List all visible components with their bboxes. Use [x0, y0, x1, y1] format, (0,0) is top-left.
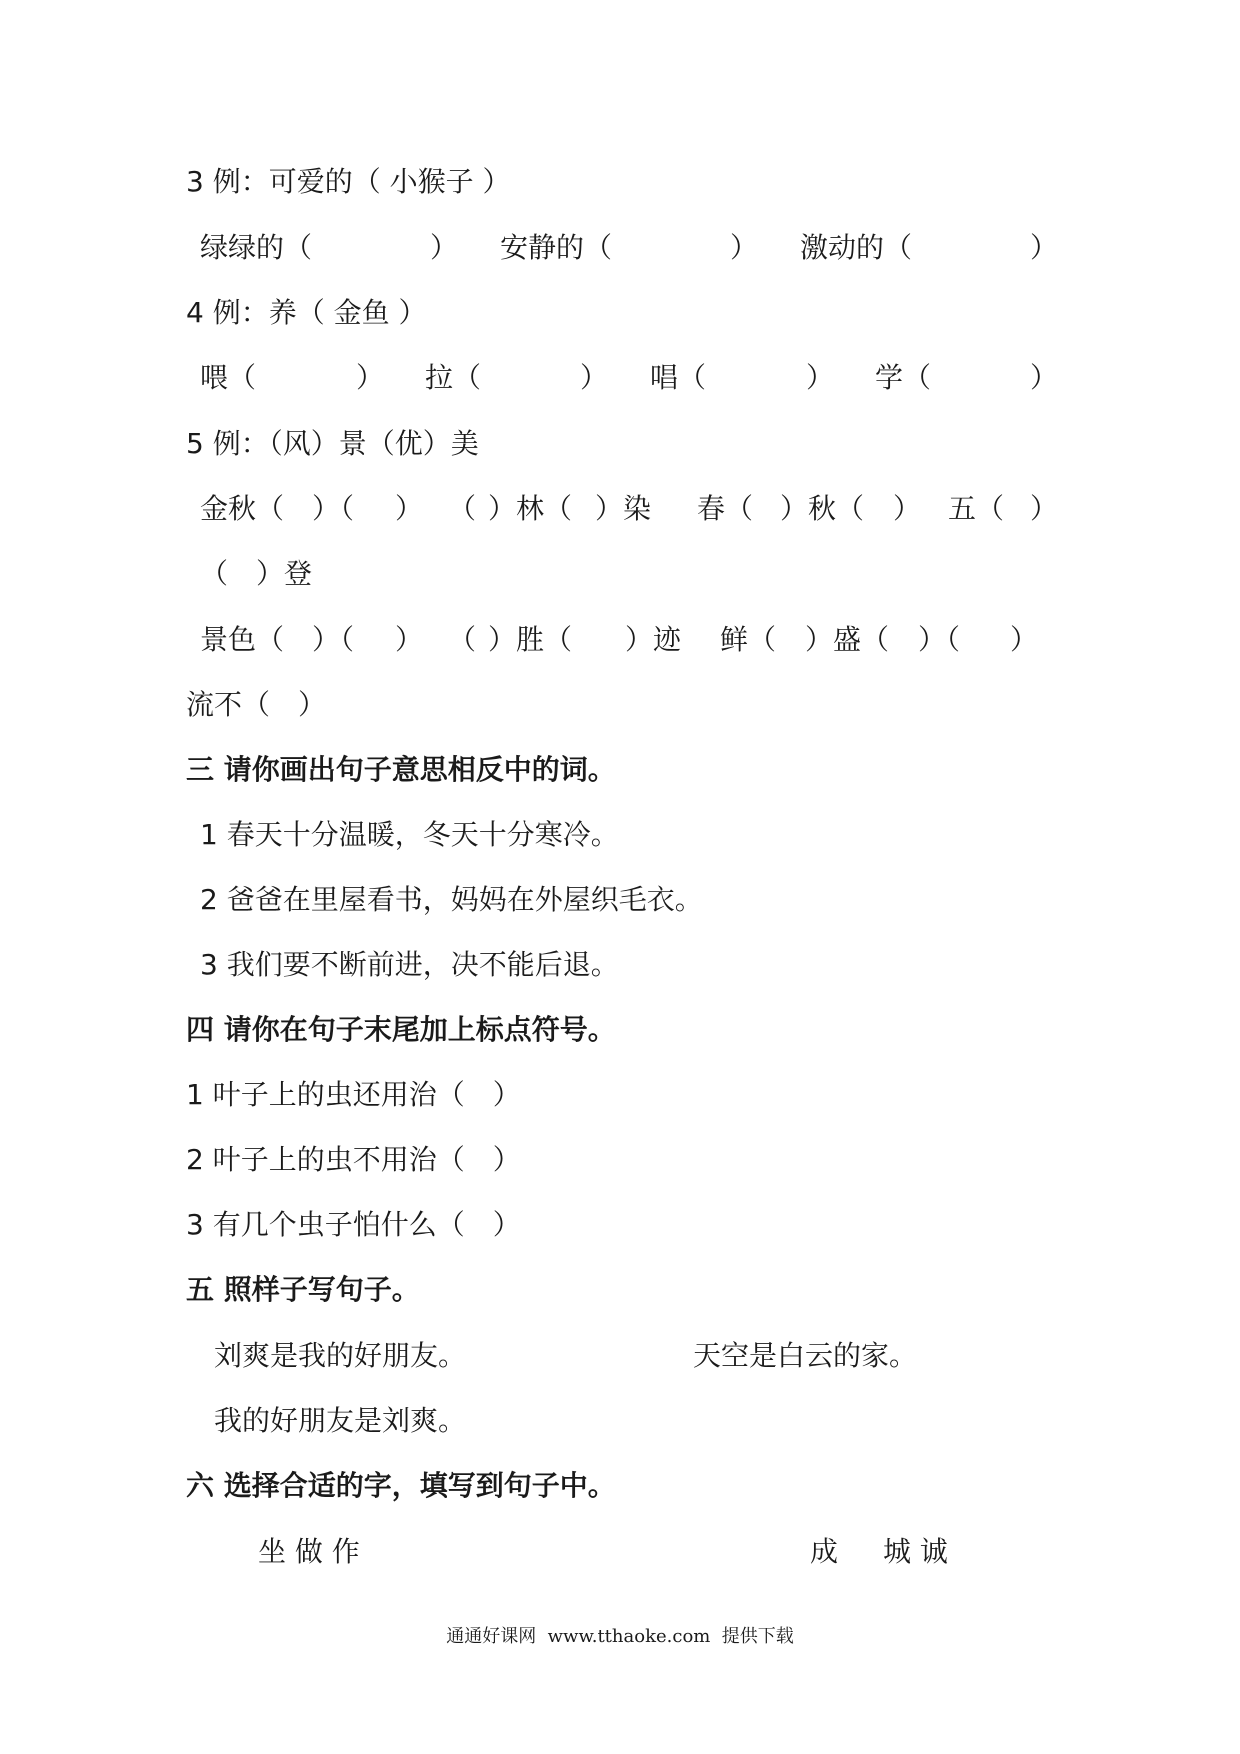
q5-row1-item: ）林（: [488, 492, 573, 525]
q3-item: ）: [730, 231, 759, 264]
q3-item: 激动的（: [800, 231, 913, 264]
q4-example: 4 例：养（ 金鱼 ）: [186, 296, 427, 329]
section-4-item: 2 叶子上的虫不用治（ ）: [186, 1143, 521, 1176]
q5-row2-item: ）迹: [625, 623, 682, 656]
q3-item: 安静的（: [500, 231, 613, 264]
section-5-example: 我的好朋友是刘爽。: [214, 1404, 467, 1437]
q5-example: 5 例：（风）景（优）美: [186, 427, 479, 460]
q4-item: 唱（: [650, 361, 707, 394]
section-5-title: 五 照样子写句子。: [186, 1273, 420, 1306]
q5-row2-item: ）（: [312, 623, 355, 656]
section-4-item: 1 叶子上的虫还用治（ ）: [186, 1078, 521, 1111]
q5-row1-item: ）: [395, 492, 424, 525]
section-3-item: 3 我们要不断前进，决不能后退。: [200, 948, 619, 981]
q5-row1-item: ）: [1030, 492, 1059, 525]
section-4-item: 3 有几个虫子怕什么（ ）: [186, 1208, 521, 1241]
q3-item: 绿绿的（: [200, 231, 313, 264]
q5-row1-item: 金秋（: [200, 492, 285, 525]
q4-item: ）: [1030, 361, 1059, 394]
q5-row2-wrap: 流不（ ）: [186, 688, 327, 721]
q3-example: 3 例：可爱的（ 小猴子 ）: [186, 165, 511, 198]
q5-row2-item: ）盛（: [805, 623, 890, 656]
q5-row2-item: 景色（: [200, 623, 285, 656]
q5-row1-item: 五（: [948, 492, 1005, 525]
q5-row1-item: ）（: [312, 492, 355, 525]
q4-item: 喂（: [200, 361, 257, 394]
q5-row1-item: ）: [893, 492, 922, 525]
q4-item: ）: [806, 361, 835, 394]
q5-row1-wrap: （ ）登: [200, 557, 313, 590]
q5-row2-item: ）: [395, 623, 424, 656]
q5-row2-item: ）（: [918, 623, 961, 656]
q5-row1-item: 春（: [697, 492, 754, 525]
q4-item: 拉（: [425, 361, 482, 394]
section-6-char-group: 城 诚: [883, 1535, 948, 1568]
q5-row1-item: （: [448, 492, 477, 525]
section-3-item: 1 春天十分温暖，冬天十分寒冷。: [200, 818, 619, 851]
section-5-example: 刘爽是我的好朋友。: [214, 1339, 467, 1372]
q4-item: 学（: [875, 361, 932, 394]
section-3-item: 2 爸爸在里屋看书，妈妈在外屋织毛衣。: [200, 883, 703, 916]
section-4-title: 四 请你在句子末尾加上标点符号。: [186, 1013, 616, 1046]
q5-row2-item: ）: [1010, 623, 1039, 656]
q5-row1-item: ）染: [595, 492, 652, 525]
q5-row2-item: 鲜（: [720, 623, 777, 656]
section-6-char-group: 成: [810, 1535, 839, 1568]
q5-row1-item: ）秋（: [780, 492, 865, 525]
section-5-task: 天空是白云的家。: [693, 1339, 918, 1372]
footer-credit: 通通好课网 www.tthaoke.com 提供下载: [446, 1626, 794, 1647]
section-6-title: 六 选择合适的字，填写到句子中。: [186, 1469, 616, 1502]
q3-item: ）: [1030, 231, 1059, 264]
q4-item: ）: [356, 361, 385, 394]
q5-row2-item: ）胜（: [488, 623, 573, 656]
section-3-title: 三 请你画出句子意思相反中的词。: [186, 753, 616, 786]
q3-item: ）: [430, 231, 459, 264]
q4-item: ）: [580, 361, 609, 394]
section-6-char-group: 坐 做 作: [258, 1535, 360, 1568]
q5-row2-item: （: [448, 623, 477, 656]
